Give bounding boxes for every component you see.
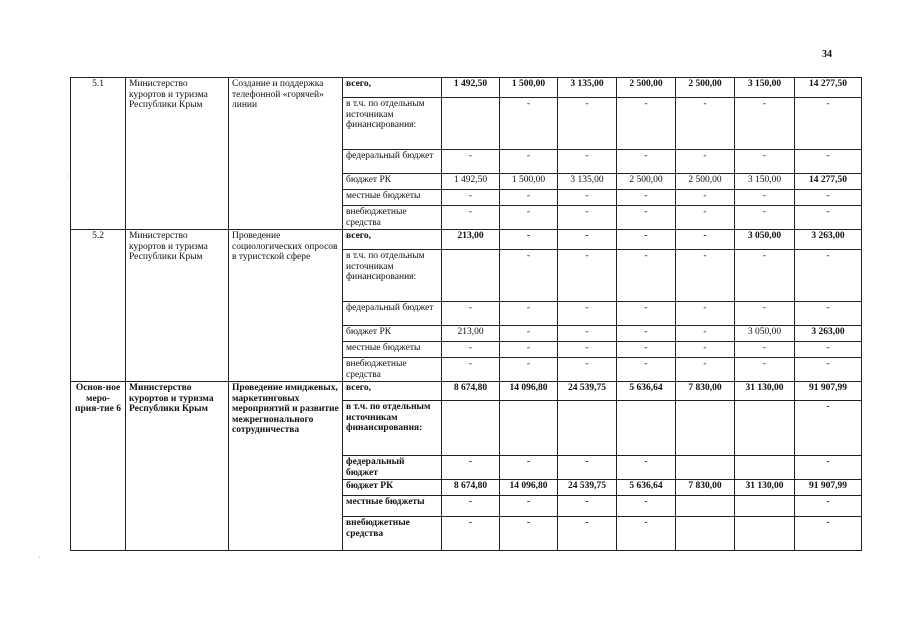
- value-cell: -: [795, 342, 862, 358]
- value-cell: [617, 401, 676, 456]
- value-cell: 1 492,50: [442, 174, 500, 190]
- value-cell: 7 830,00: [676, 382, 735, 401]
- value-cell: 31 130,00: [735, 382, 795, 401]
- funding-source-label: бюджет РК: [343, 480, 442, 496]
- value-cell: 8 674,80: [442, 480, 500, 496]
- value-cell: -: [442, 456, 500, 480]
- value-cell: -: [558, 150, 617, 174]
- value-cell: -: [500, 358, 558, 382]
- value-cell: -: [617, 496, 676, 517]
- value-cell: -: [676, 250, 735, 302]
- value-cell: -: [676, 358, 735, 382]
- funding-source-label: всего,: [343, 382, 442, 401]
- value-cell: 1 492,50: [442, 78, 500, 98]
- value-cell: [442, 250, 500, 302]
- value-cell: -: [735, 98, 795, 150]
- value-cell: -: [795, 98, 862, 150]
- funding-source-label: местные бюджеты: [343, 496, 442, 517]
- value-cell: -: [500, 98, 558, 150]
- row-number-cell: 5.1: [71, 78, 126, 230]
- value-cell: -: [676, 230, 735, 250]
- value-cell: 2 500,00: [617, 78, 676, 98]
- value-cell: -: [676, 326, 735, 342]
- scan-mark: ·: [66, 172, 69, 181]
- value-cell: 3 135,00: [558, 78, 617, 98]
- value-cell: 24 539,75: [558, 382, 617, 401]
- table-row: [71, 78, 862, 98]
- value-cell: [500, 401, 558, 456]
- funding-source-label: бюджет РК: [343, 174, 442, 190]
- value-cell: -: [500, 496, 558, 517]
- value-cell: 3 050,00: [735, 230, 795, 250]
- value-cell: -: [500, 190, 558, 206]
- value-cell: -: [617, 517, 676, 551]
- value-cell: -: [676, 206, 735, 230]
- value-cell: 213,00: [442, 230, 500, 250]
- value-cell: -: [617, 326, 676, 342]
- value-cell: -: [500, 230, 558, 250]
- value-cell: 31 130,00: [735, 480, 795, 496]
- value-cell: -: [676, 98, 735, 150]
- value-cell: [735, 517, 795, 551]
- funding-source-label: внебюджетные средства: [343, 358, 442, 382]
- value-cell: -: [795, 150, 862, 174]
- executor-cell: Министерство курортов и туризма Республики Крым: [126, 382, 229, 551]
- value-cell: -: [500, 517, 558, 551]
- value-cell: -: [617, 98, 676, 150]
- value-cell: 91 907,99: [795, 480, 862, 496]
- value-cell: 3 150,00: [735, 174, 795, 190]
- page-number: 34: [822, 49, 832, 60]
- value-cell: 213,00: [442, 326, 500, 342]
- value-cell: -: [500, 456, 558, 480]
- activity-cell: Создание и поддержка телефонной «горячей» линии: [229, 78, 343, 230]
- funding-source-label: федеральный бюджет: [343, 456, 442, 480]
- value-cell: [442, 401, 500, 456]
- value-cell: -: [558, 302, 617, 326]
- value-cell: 5 636,64: [617, 480, 676, 496]
- value-cell: -: [500, 150, 558, 174]
- value-cell: [558, 401, 617, 456]
- value-cell: -: [795, 250, 862, 302]
- value-cell: -: [795, 302, 862, 326]
- value-cell: 3 135,00: [558, 174, 617, 190]
- activity-cell: Проведение имиджевых, маркетинговых мероприятий и развитие межрегионального сотрудничества: [229, 382, 343, 551]
- value-cell: 14 096,80: [500, 480, 558, 496]
- value-cell: -: [676, 342, 735, 358]
- value-cell: -: [442, 358, 500, 382]
- funding-source-label: внебюджетные средства: [343, 517, 442, 551]
- budget-table: [70, 77, 862, 551]
- value-cell: -: [676, 190, 735, 206]
- value-cell: [735, 401, 795, 456]
- value-cell: 1 500,00: [500, 78, 558, 98]
- funding-source-label: в т.ч. по отдельным источникам финансирования:: [343, 250, 442, 302]
- value-cell: -: [617, 342, 676, 358]
- value-cell: -: [735, 342, 795, 358]
- value-cell: 2 500,00: [676, 174, 735, 190]
- value-cell: -: [500, 250, 558, 302]
- value-cell: -: [558, 358, 617, 382]
- value-cell: -: [735, 302, 795, 326]
- value-cell: -: [795, 206, 862, 230]
- value-cell: 3 263,00: [795, 326, 862, 342]
- value-cell: -: [795, 517, 862, 551]
- value-cell: -: [558, 230, 617, 250]
- value-cell: 2 500,00: [676, 78, 735, 98]
- value-cell: -: [617, 230, 676, 250]
- funding-source-label: в т.ч. по отдельным источникам финансирования:: [343, 98, 442, 150]
- value-cell: [442, 98, 500, 150]
- table-row: [71, 230, 862, 250]
- funding-source-label: бюджет РК: [343, 326, 442, 342]
- row-number-cell: Основ-ное меро-прия-тие 6: [71, 382, 126, 551]
- value-cell: -: [500, 206, 558, 230]
- value-cell: -: [676, 302, 735, 326]
- value-cell: 14 096,80: [500, 382, 558, 401]
- value-cell: -: [735, 250, 795, 302]
- value-cell: -: [442, 302, 500, 326]
- value-cell: 5 636,64: [617, 382, 676, 401]
- value-cell: -: [735, 150, 795, 174]
- executor-cell: Министерство курортов и туризма Республики Крым: [126, 78, 229, 230]
- value-cell: -: [558, 206, 617, 230]
- funding-source-label: всего,: [343, 230, 442, 250]
- value-cell: -: [558, 250, 617, 302]
- value-cell: -: [558, 496, 617, 517]
- value-cell: -: [617, 250, 676, 302]
- value-cell: -: [795, 496, 862, 517]
- funding-source-label: всего,: [343, 78, 442, 98]
- value-cell: [676, 496, 735, 517]
- value-cell: [676, 517, 735, 551]
- row-number-cell: 5.2: [71, 230, 126, 382]
- value-cell: -: [558, 342, 617, 358]
- funding-source-label: федеральный бюджет: [343, 150, 442, 174]
- value-cell: -: [558, 456, 617, 480]
- value-cell: -: [442, 190, 500, 206]
- value-cell: -: [558, 98, 617, 150]
- value-cell: [735, 496, 795, 517]
- value-cell: -: [676, 150, 735, 174]
- value-cell: -: [500, 326, 558, 342]
- value-cell: -: [617, 150, 676, 174]
- value-cell: -: [795, 358, 862, 382]
- value-cell: -: [500, 302, 558, 326]
- value-cell: [676, 401, 735, 456]
- value-cell: -: [617, 456, 676, 480]
- value-cell: 3 150,00: [735, 78, 795, 98]
- value-cell: -: [795, 190, 862, 206]
- value-cell: -: [442, 150, 500, 174]
- executor-cell: Министерство курортов и туризма Республики Крым: [126, 230, 229, 382]
- value-cell: 24 539,75: [558, 480, 617, 496]
- value-cell: -: [617, 206, 676, 230]
- value-cell: -: [735, 206, 795, 230]
- value-cell: 14 277,50: [795, 174, 862, 190]
- funding-source-label: местные бюджеты: [343, 190, 442, 206]
- value-cell: 2 500,00: [617, 174, 676, 190]
- funding-source-label: в т.ч. по отдельным источникам финансирования:: [343, 401, 442, 456]
- value-cell: -: [617, 190, 676, 206]
- value-cell: -: [500, 342, 558, 358]
- value-cell: -: [442, 517, 500, 551]
- table-row: [71, 382, 862, 401]
- value-cell: -: [795, 401, 862, 456]
- value-cell: -: [558, 326, 617, 342]
- value-cell: 7 830,00: [676, 480, 735, 496]
- value-cell: [676, 456, 735, 480]
- value-cell: -: [442, 206, 500, 230]
- funding-source-label: федеральный бюджет: [343, 302, 442, 326]
- value-cell: -: [558, 190, 617, 206]
- scan-mark: ·: [38, 553, 41, 562]
- value-cell: [735, 456, 795, 480]
- value-cell: 3 050,00: [735, 326, 795, 342]
- budget-table-body: [71, 78, 862, 551]
- value-cell: -: [558, 517, 617, 551]
- funding-source-label: внебюджетные средства: [343, 206, 442, 230]
- funding-source-label: местные бюджеты: [343, 342, 442, 358]
- value-cell: 1 500,00: [500, 174, 558, 190]
- value-cell: 14 277,50: [795, 78, 862, 98]
- activity-cell: Проведение социологических опросов в туристской сфере: [229, 230, 343, 382]
- value-cell: -: [617, 302, 676, 326]
- value-cell: -: [795, 456, 862, 480]
- value-cell: -: [617, 358, 676, 382]
- value-cell: -: [735, 358, 795, 382]
- value-cell: -: [442, 342, 500, 358]
- value-cell: -: [442, 496, 500, 517]
- value-cell: -: [735, 190, 795, 206]
- value-cell: 91 907,99: [795, 382, 862, 401]
- value-cell: 3 263,00: [795, 230, 862, 250]
- value-cell: 8 674,80: [442, 382, 500, 401]
